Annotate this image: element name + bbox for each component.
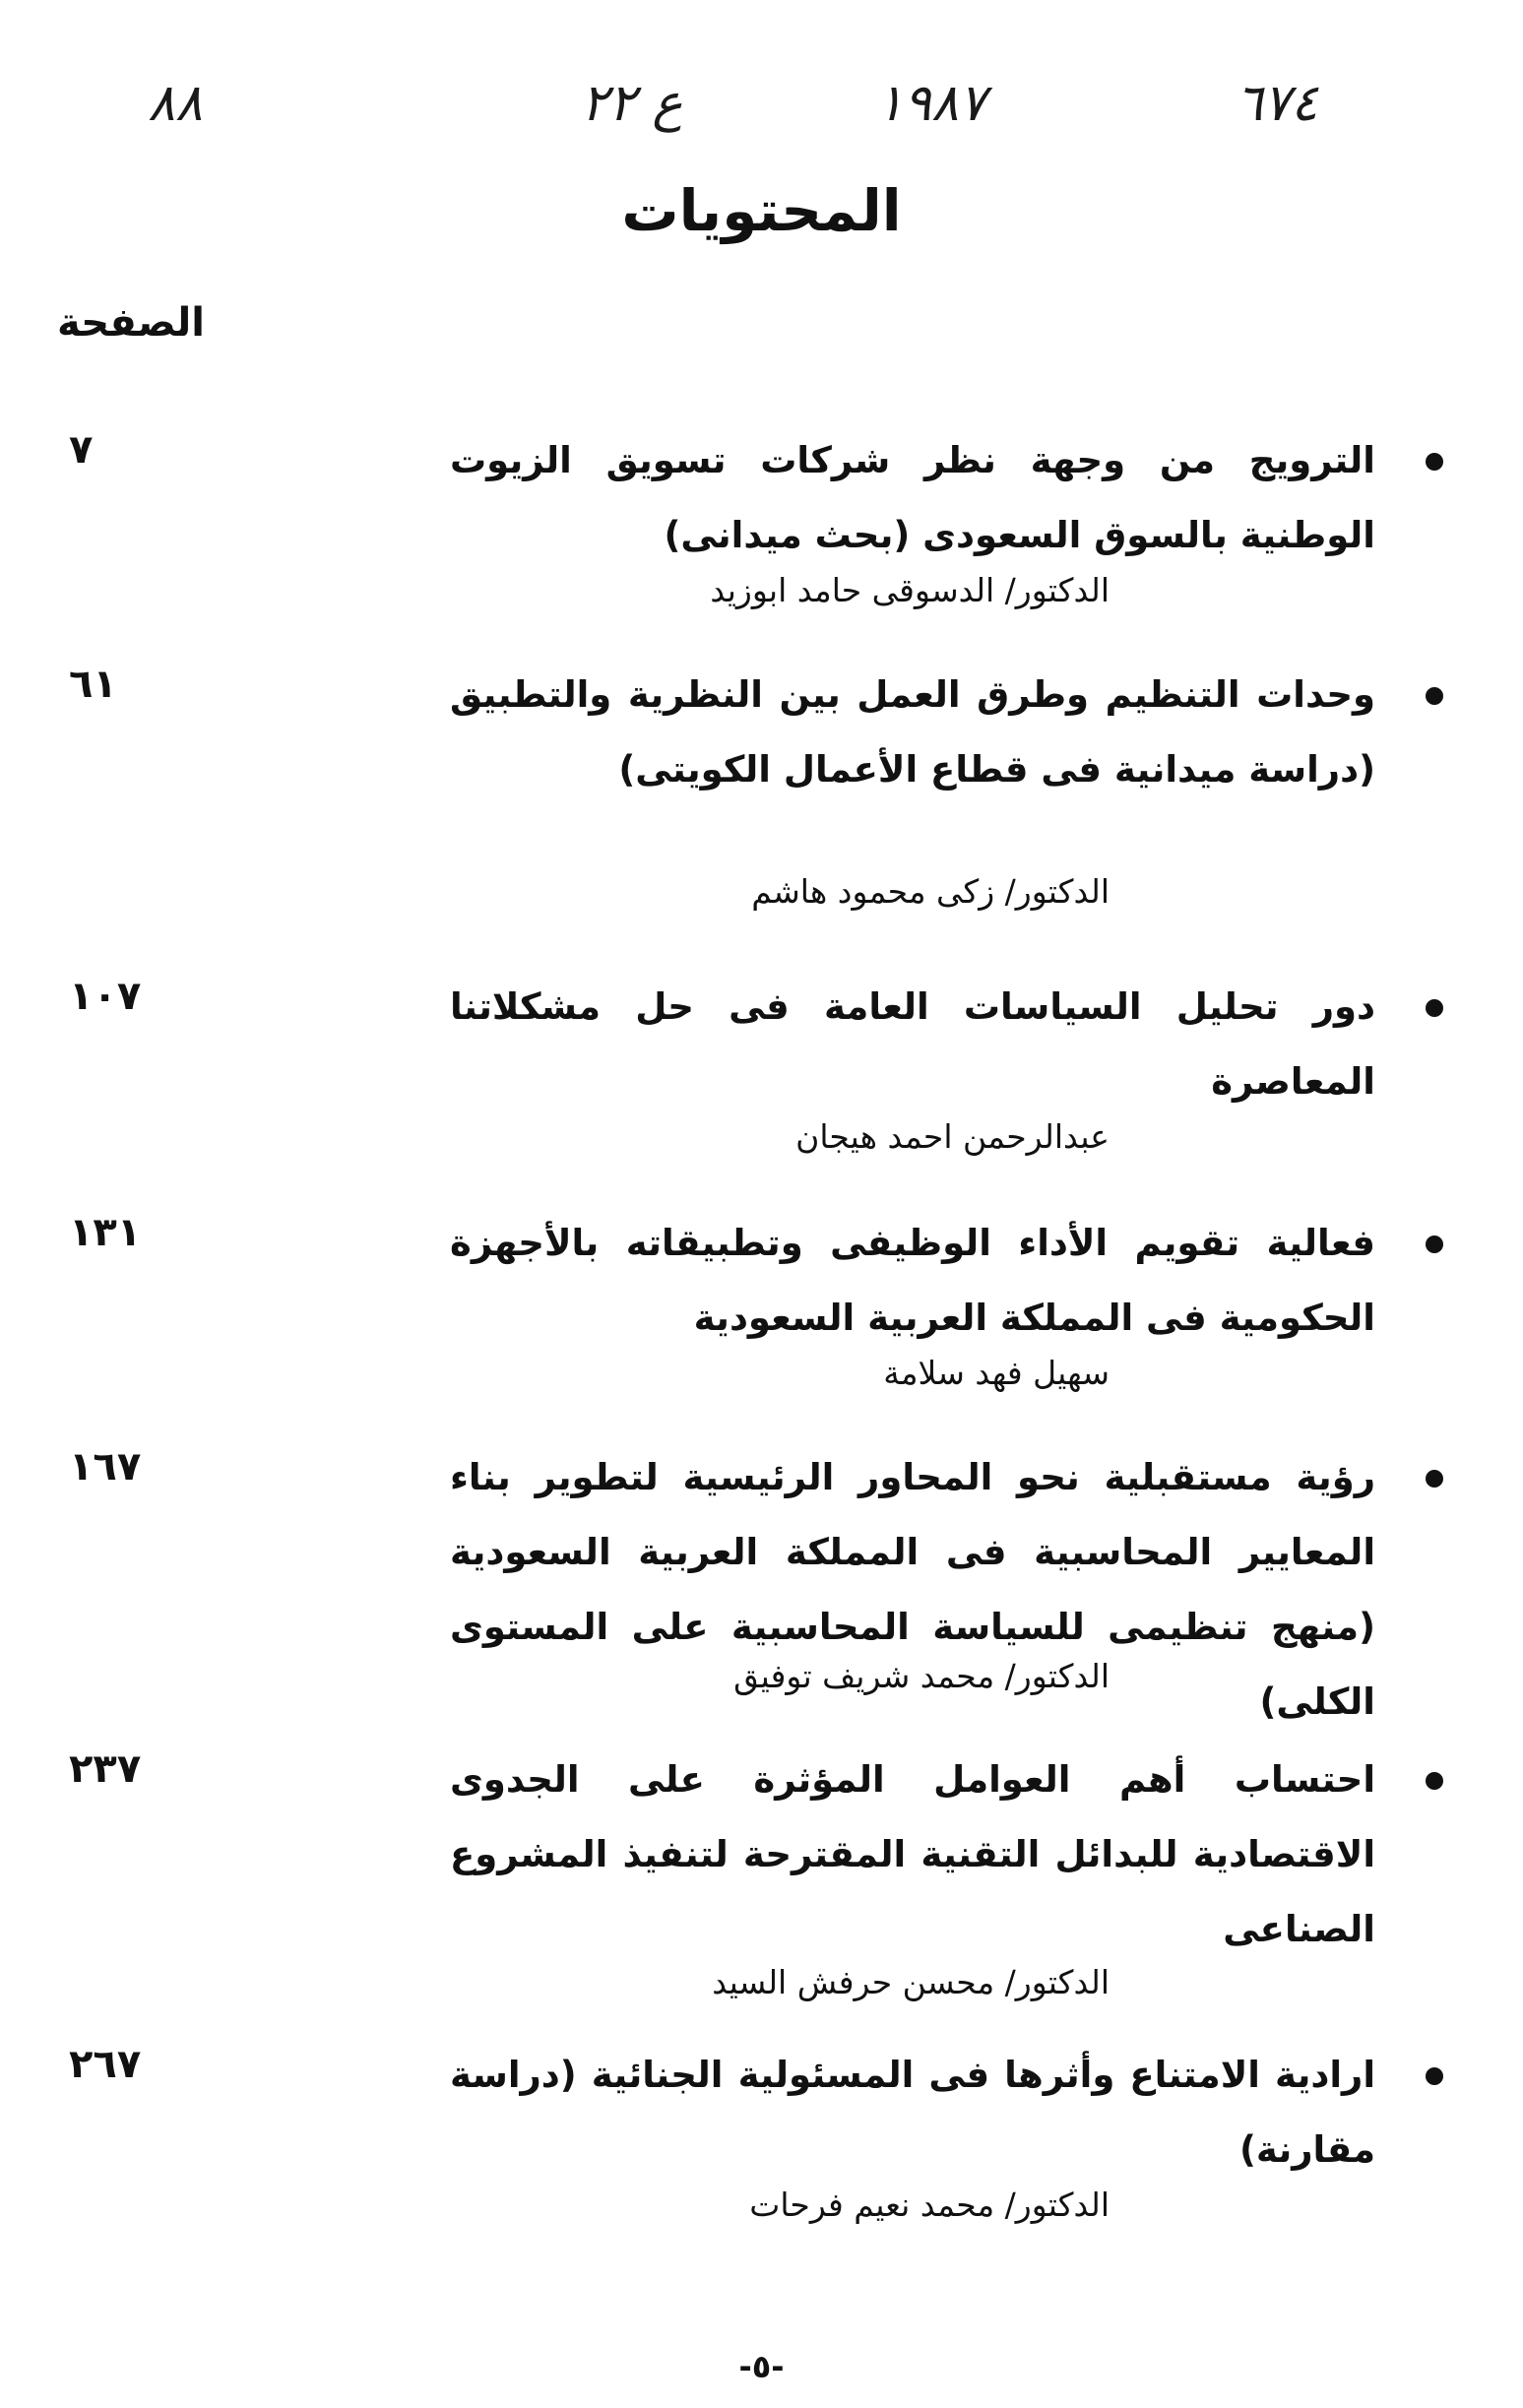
entry-title: وحدات التنظيم وطرق العمل بين النظرية والتطبيق (دراسة ميدانية فى قطاع الأعمال الكويتى) bbox=[450, 673, 1375, 791]
entry-page-number: ٧ bbox=[69, 427, 94, 473]
entry-title: الترويج من وجهة نظر شركات تسويق الزيوت الوطنية بالسوق السعودى (بحث ميدانى) bbox=[450, 439, 1375, 556]
entry-author: سهيل فهد سلامة bbox=[883, 1354, 1110, 1392]
entry-page-number: ٢٣٧ bbox=[69, 1746, 142, 1792]
entry-author: الدكتور/ زكى محمود هاشم bbox=[751, 872, 1110, 911]
bullet-icon bbox=[1426, 2067, 1443, 2085]
entry-title: دور تحليل السياسات العامة فى حل مشكلاتنا المعاصرة bbox=[450, 985, 1375, 1103]
entry-author: الدكتور/ محسن حرفش السيد bbox=[712, 1963, 1110, 2001]
entry-page-number: ١٦٧ bbox=[69, 1444, 142, 1489]
entry-page-number: ١٠٧ bbox=[69, 974, 142, 1019]
handwritten-note-issue: ع ٢٢ bbox=[581, 74, 683, 133]
handwritten-note-year: ١٩٨٧ bbox=[876, 74, 986, 133]
bullet-icon bbox=[1426, 1772, 1443, 1790]
entry-author: الدكتور/ محمد نعيم فرحات bbox=[749, 2186, 1110, 2224]
bullet-icon bbox=[1426, 1470, 1443, 1488]
entry-page-number: ٦١ bbox=[69, 662, 117, 707]
bullet-icon bbox=[1426, 999, 1443, 1017]
page-number-footer: -٥- bbox=[738, 2348, 785, 2385]
entry-page-number: ٢٦٧ bbox=[69, 2042, 142, 2087]
entry-author: عبدالرحمن احمد هيجان bbox=[795, 1117, 1110, 1156]
entry-author: الدكتور/ الدسوقى حامد ابوزيد bbox=[710, 571, 1110, 609]
entry-page-number: ١٣١ bbox=[69, 1210, 142, 1255]
entry-title: فعالية تقويم الأداء الوظيفى وتطبيقاته بالأجهزة الحكومية فى المملكة العربية السعودية bbox=[450, 1222, 1375, 1339]
bullet-icon bbox=[1426, 453, 1443, 471]
entry-author: الدكتور/ محمد شريف توفيق bbox=[733, 1657, 1110, 1695]
bullet-icon bbox=[1426, 687, 1443, 705]
handwritten-note-right: ٦٧٤ bbox=[1236, 74, 1318, 133]
entry-title: ارادية الامتناع وأثرها فى المسئولية الجنائية (دراسة مقارنة) bbox=[450, 2054, 1375, 2171]
entry-title: رؤية مستقبلية نحو المحاور الرئيسية لتطوير بناء المعايير المحاسبية فى المملكة العربية السعودية (منهج تنظيمى للسياسة المحاسبية على المستوى الكلى) bbox=[450, 1456, 1375, 1723]
page-title: المحتويات bbox=[621, 177, 902, 244]
handwritten-note-left: ٨٨ bbox=[148, 74, 203, 133]
page-column-label: الصفحة bbox=[57, 300, 206, 346]
bullet-icon bbox=[1426, 1236, 1443, 1253]
entry-title: احتساب أهم العوامل المؤثرة على الجدوى الاقتصادية للبدائل التقنية المقترحة لتنفيذ المشروع الصناعى bbox=[450, 1758, 1375, 1950]
